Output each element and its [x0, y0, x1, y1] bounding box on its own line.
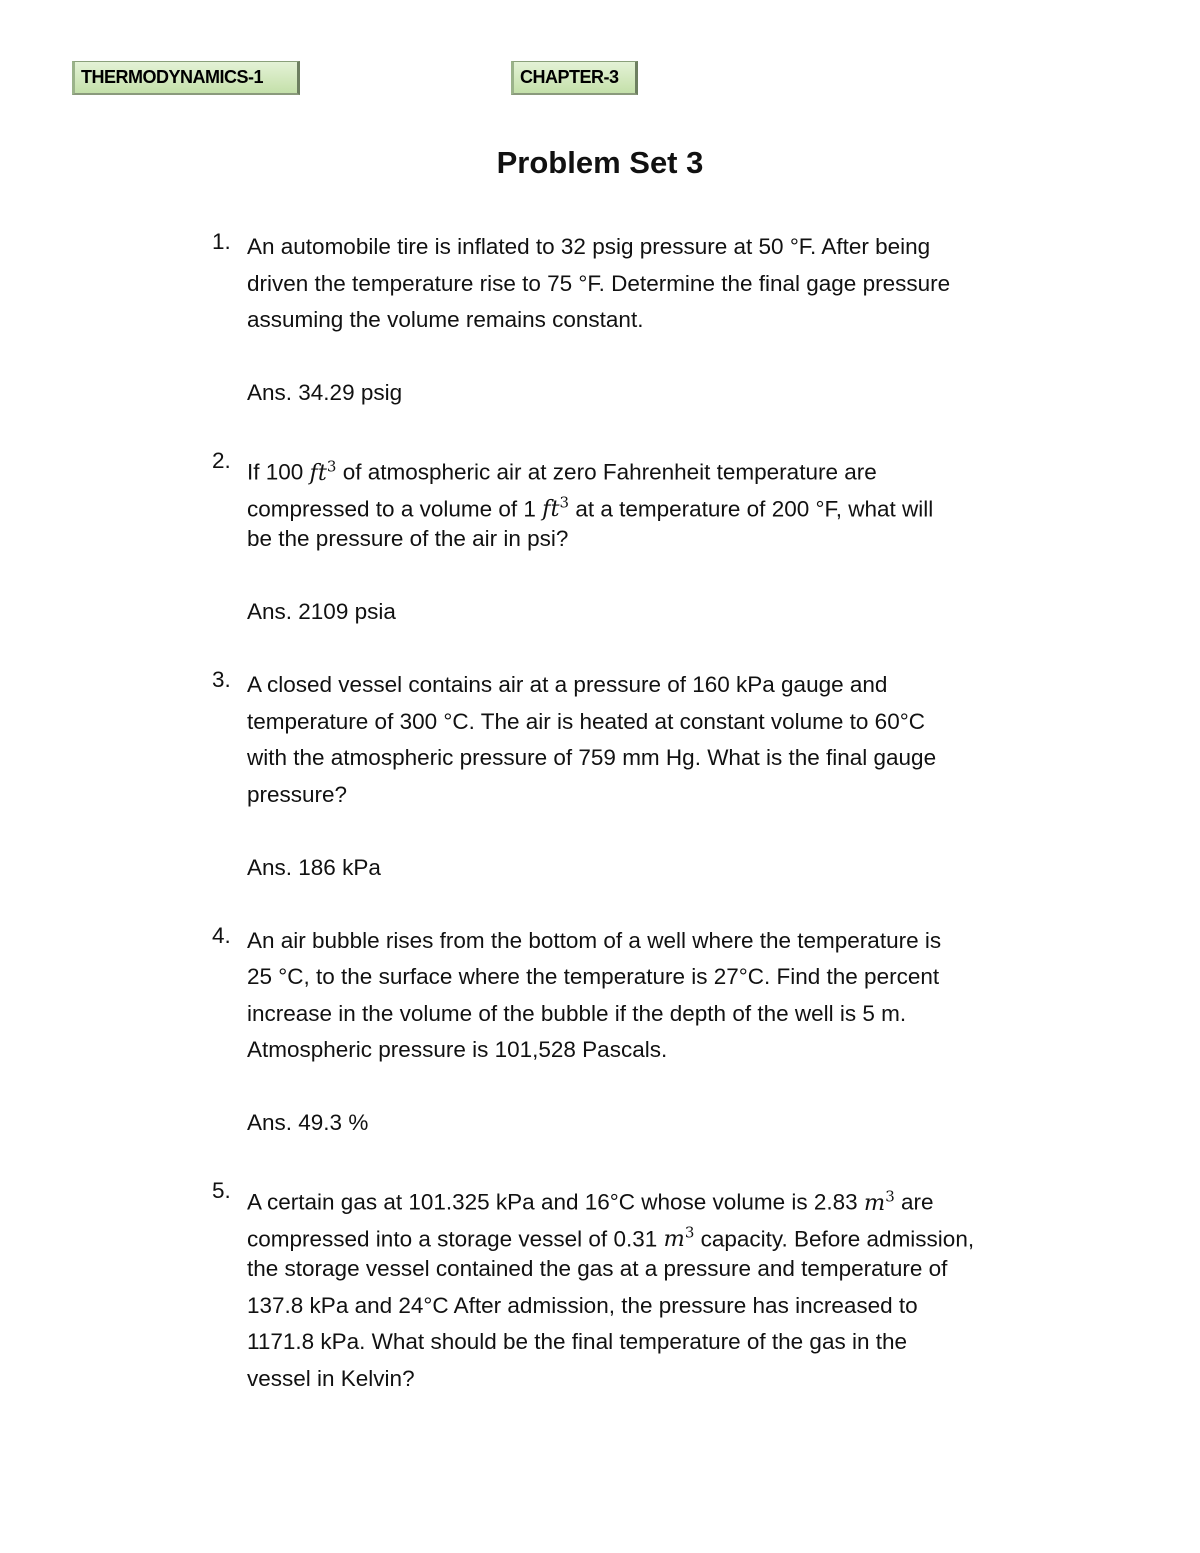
unit-base: ft [542, 496, 560, 522]
problem-text-line [212, 1361, 1092, 1398]
problem-text-line [212, 1215, 1092, 1252]
text-segment: compressed to a volume of 1 [247, 496, 543, 521]
problem-text-line [212, 777, 1092, 814]
problem-number: 1. [212, 229, 231, 254]
text-segment: 1171.8 kPa. What should be the final temperature of the gas in the [247, 1329, 908, 1354]
text-segment: Atmospheric pressure is 101,528 Pascals. [247, 1037, 668, 1062]
unit-exponent: 3 [326, 457, 337, 475]
problem-number: 5. [212, 1178, 231, 1203]
text-segment: with the atmospheric pressure of 759 mm Hg. What is the final gauge [247, 745, 937, 770]
problem-text-line [212, 1032, 1092, 1069]
problem-text-line [212, 740, 1092, 777]
text-segment: A closed vessel contains air at a pressure of 160 kPa gauge and [247, 672, 888, 697]
unit-exponent: 3 [559, 493, 570, 512]
chapter-tag: CHAPTER-3 [511, 61, 638, 95]
answer: Ans. 49.3 % [247, 1110, 369, 1135]
problem-item [212, 229, 1092, 412]
problem-text-line [212, 266, 1092, 303]
text-segment: vessel in Kelvin? [247, 1365, 415, 1391]
text-segment: An air bubble rises from the bottom of a well where the temperature is [247, 927, 942, 953]
answer: Ans. 34.29 psig [247, 380, 403, 405]
text-segment: driven the temperature rise to 75 °F. Determine the final gage pressure [247, 270, 951, 296]
text-segment: of atmospheric air at zero Fahrenheit temperature are [336, 459, 877, 485]
problem-item [212, 448, 1092, 631]
math-unit [309, 457, 337, 486]
text-segment: An automobile tire is inflated to 32 psig pressure at 50 °F. After being [247, 234, 931, 259]
text-segment: be the pressure of the air in psi? [247, 526, 569, 551]
problem-text-line [212, 302, 1092, 339]
math-unit [863, 1187, 895, 1216]
math-unit [663, 1223, 695, 1252]
problem-text-line [212, 996, 1092, 1033]
text-segment: capacity. Before admission, [694, 1226, 975, 1251]
text-segment: increase in the volume of the bubble if the depth of the well is 5 m. [247, 1000, 907, 1026]
problem-text-line [212, 229, 1092, 266]
page-title: Problem Set 3 [496, 145, 704, 180]
text-segment: assuming the volume remains constant. [247, 307, 644, 332]
text-segment: compressed into a storage vessel of 0.31 [247, 1226, 664, 1251]
answer: Ans. 186 kPa [247, 854, 381, 880]
text-segment: pressure? [247, 781, 348, 807]
problem-text-line [212, 923, 1092, 960]
text-segment: the storage vessel contained the gas at a pressure and temperature of [247, 1256, 948, 1281]
problem-text-line [212, 1288, 1092, 1325]
text-segment: 137.8 kPa and 24°C After admission, the pressure has increased to [247, 1292, 918, 1318]
problem-text-line [212, 448, 1092, 485]
unit-exponent: 3 [885, 1187, 895, 1205]
answer: Ans. 2109 psia [247, 599, 396, 624]
problem-text-line [212, 704, 1092, 741]
problem-text-line [212, 667, 1092, 704]
course-tag: THERMODYNAMICS-1 [72, 61, 300, 95]
unit-base: m [663, 1226, 685, 1252]
unit-exponent: 3 [684, 1223, 695, 1242]
text-segment: are [894, 1189, 934, 1215]
unit-base: ft [309, 459, 327, 486]
problem-number: 2. [212, 448, 231, 473]
text-segment: 25 °C, to the surface where the temperature is 27°C. Find the percent [247, 964, 940, 989]
problem-text-line [212, 959, 1092, 996]
text-segment: at a temperature of 200 °F, what will [569, 496, 934, 521]
text-segment: temperature of 300 °C. The air is heated at constant volume to 60°C [247, 708, 925, 734]
problem-list [212, 229, 1092, 1434]
text-segment: A certain gas at 101.325 kPa and 16°C whose volume is 2.83 [247, 1189, 864, 1215]
problem-text-line [212, 521, 1092, 558]
problem-text-line [212, 1178, 1092, 1215]
problem-text-line [212, 1324, 1092, 1361]
math-unit [542, 493, 570, 522]
problem-item [212, 1178, 1092, 1397]
problem-text-line [212, 1251, 1092, 1288]
problem-number: 3. [212, 667, 231, 692]
text-segment: If 100 [247, 459, 310, 485]
problem-item [212, 923, 1092, 1142]
problem-text-line [212, 485, 1092, 522]
problem-number: 4. [212, 922, 231, 948]
problem-item [212, 667, 1092, 886]
unit-base: m [863, 1189, 886, 1216]
